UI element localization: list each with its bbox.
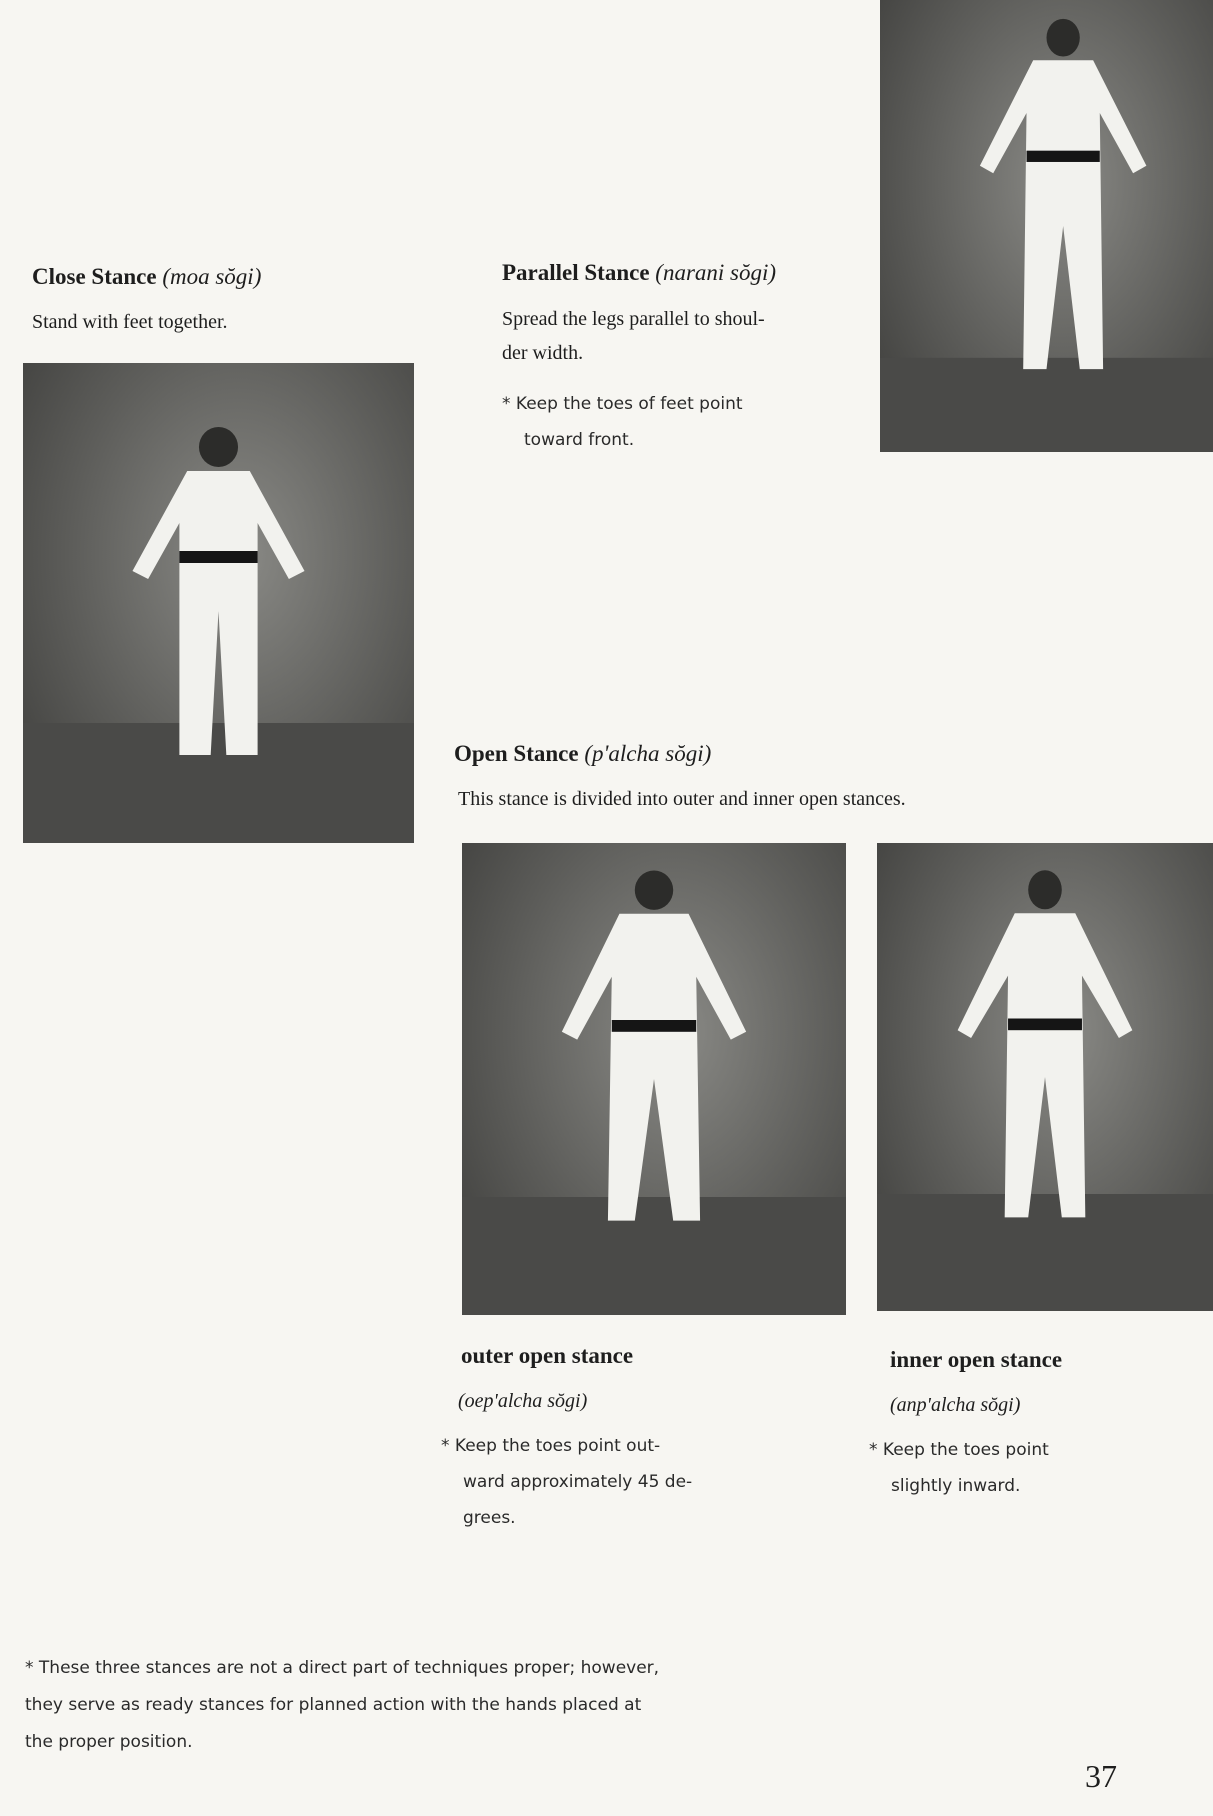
text-line: the proper position.	[25, 1732, 193, 1752]
parallel-stance-photo	[880, 0, 1213, 452]
inner-open-stance-photo	[877, 843, 1213, 1311]
inner-open-stance-note	[869, 1432, 1049, 1504]
text-line: * Keep the toes of feet point	[502, 394, 743, 414]
page-number: 37	[1085, 1758, 1117, 1794]
inner-open-stance-term: (anp'alcha sŏgi)	[890, 1394, 1021, 1416]
parallel-stance-note	[502, 386, 743, 458]
close-stance-photo	[23, 363, 414, 843]
close-stance-heading: Close Stance (moa sŏgi)	[32, 264, 262, 289]
text-line: toward front.	[524, 430, 635, 450]
text-line: * Keep the toes point out-	[441, 1436, 661, 1456]
text-line: they serve as ready stances for planned action with the hands placed at	[25, 1695, 642, 1715]
text-line: der width.	[502, 342, 584, 364]
text-line: Spread the legs parallel to shoul-	[502, 308, 765, 330]
text-line: slightly inward.	[891, 1476, 1021, 1496]
close-stance-description: Stand with feet together.	[32, 311, 228, 333]
open-stance-description: This stance is divided into outer and inner open stances.	[458, 788, 906, 810]
outer-open-stance-term: (oep'alcha sŏgi)	[458, 1390, 588, 1412]
text-line: ward approximately 45 de-	[463, 1472, 693, 1492]
parallel-stance-heading: Parallel Stance (narani sŏgi)	[502, 260, 777, 285]
open-stance-heading: Open Stance (p'alcha sŏgi)	[454, 741, 712, 766]
outer-open-stance-photo	[462, 843, 846, 1315]
parallel-stance-description	[502, 302, 765, 370]
outer-open-stance-heading: outer open stance	[461, 1343, 634, 1368]
inner-open-stance-heading: inner open stance	[890, 1347, 1063, 1372]
text-line: * These three stances are not a direct part of techniques proper; however,	[25, 1658, 660, 1678]
footnote	[25, 1650, 659, 1761]
outer-open-stance-note	[441, 1428, 692, 1536]
text-line: * Keep the toes point	[869, 1440, 1049, 1460]
text-line: grees.	[463, 1508, 516, 1528]
